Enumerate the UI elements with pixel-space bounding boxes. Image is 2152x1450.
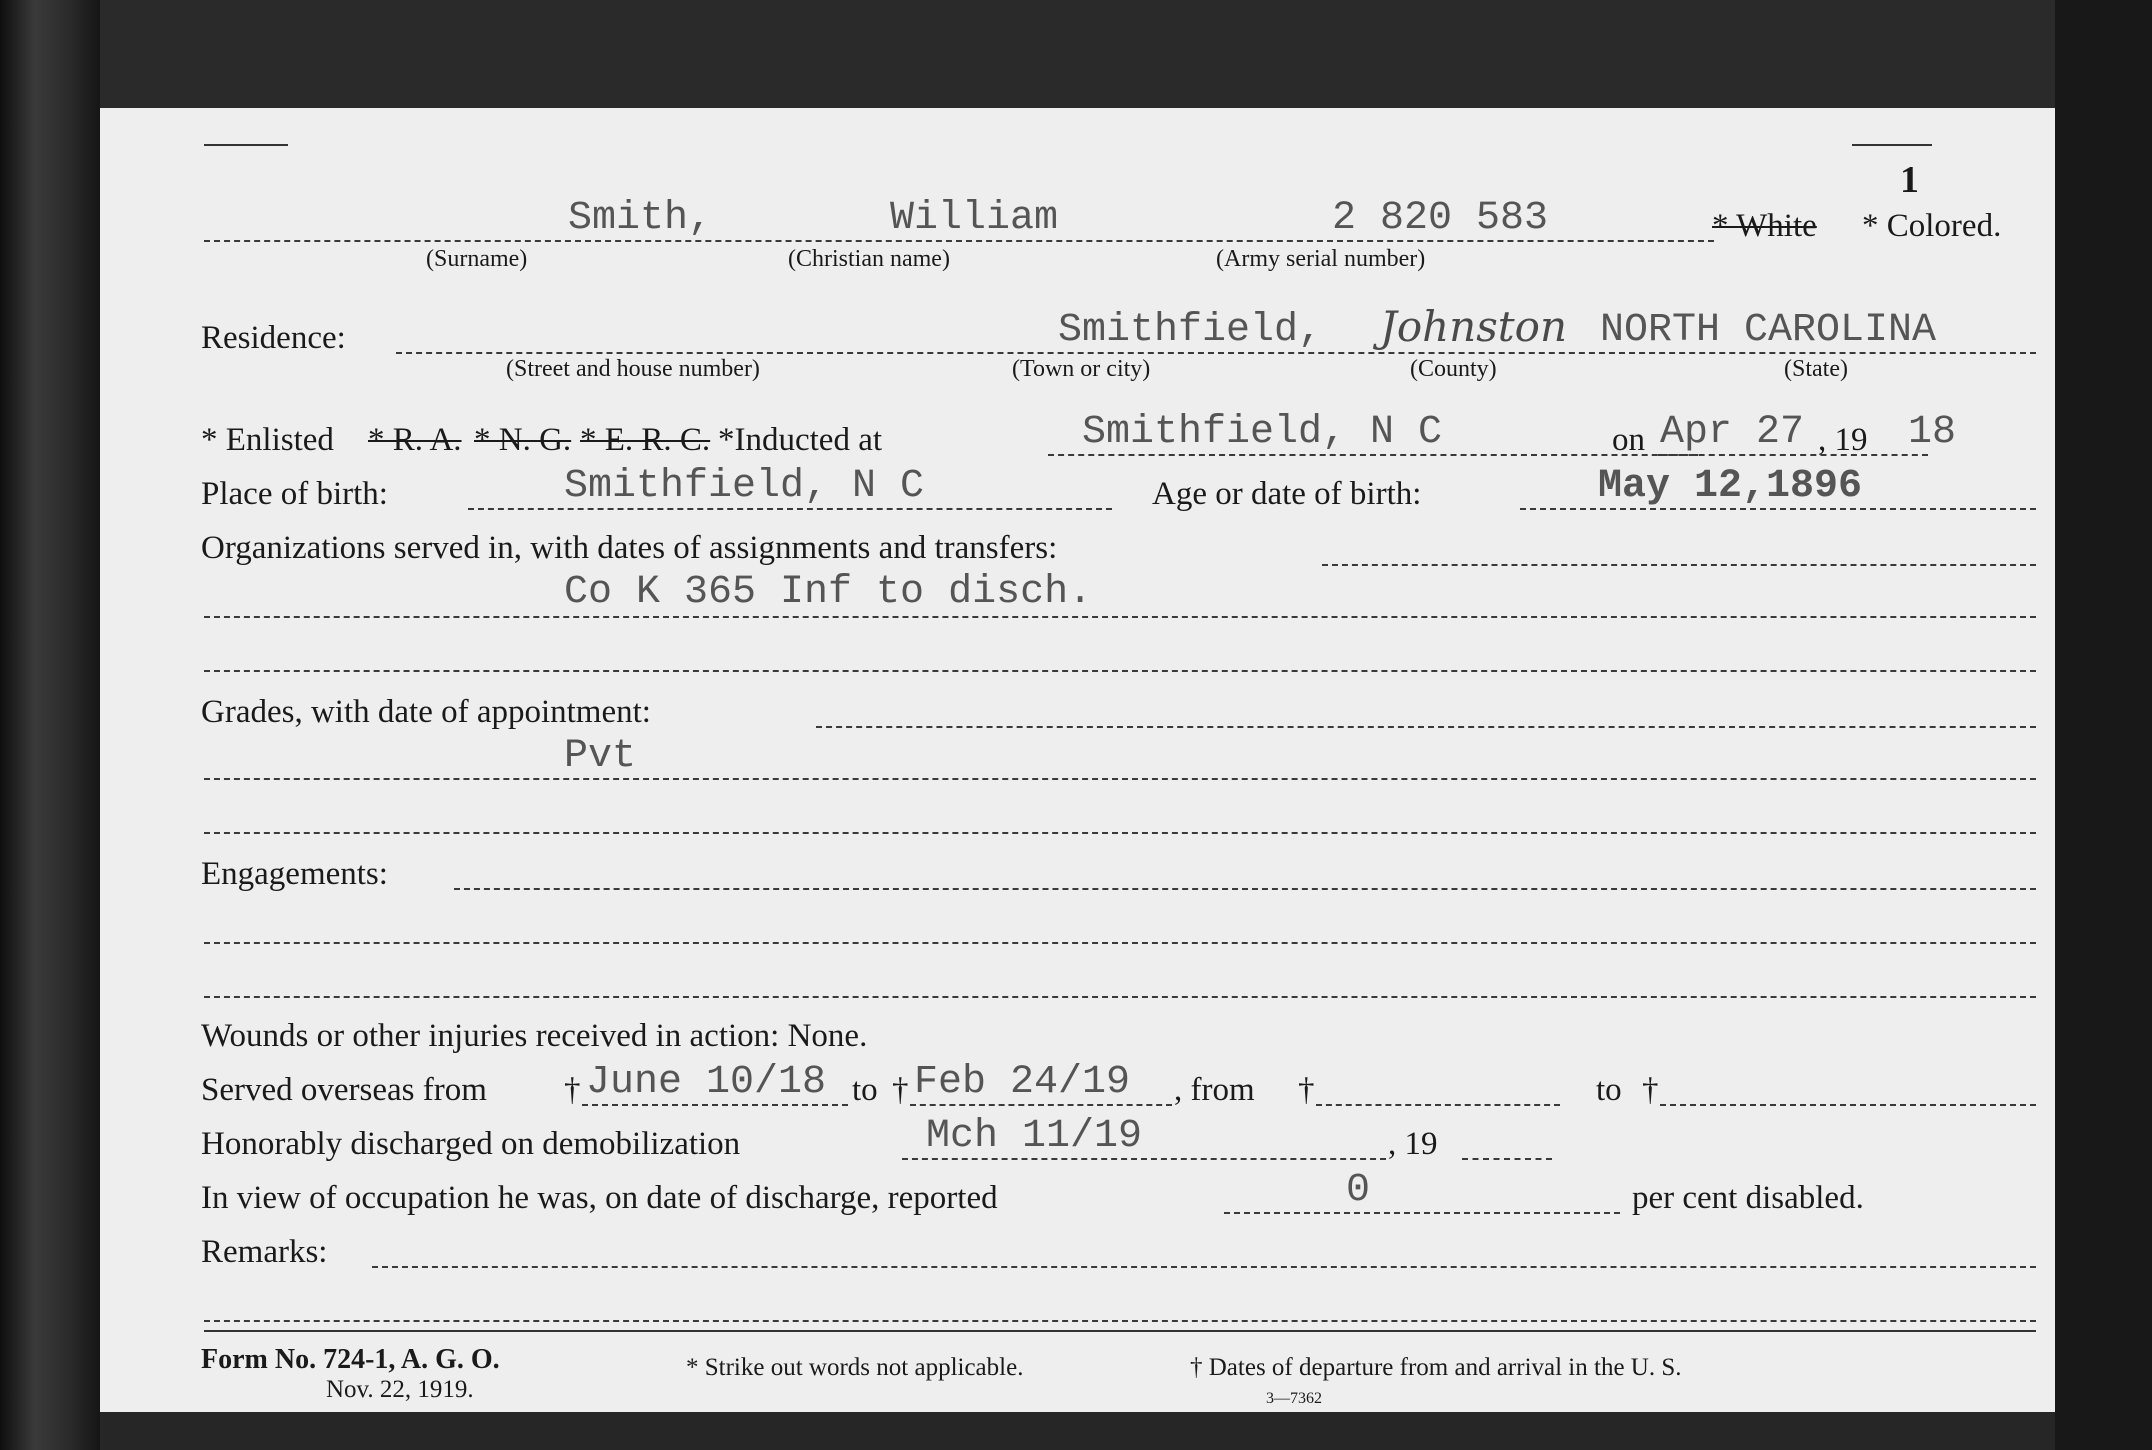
footer-rule [204,1330,2036,1332]
enlisted-label: * Enlisted [201,422,334,458]
service-record-card [100,108,2055,1412]
overseas-from2-label: , from [1174,1072,1255,1108]
county-caption: (County) [1410,356,1497,382]
strike-note: * Strike out words not applicable. [686,1354,1024,1381]
organizations-line-2 [204,616,2036,618]
scan-border-bottom [100,1412,2055,1450]
organizations-label: Organizations served in, with dates of assignments and transfers: [201,530,1058,566]
ra-label: * R. A. [368,422,462,458]
engagements-line-2 [204,942,2036,944]
inducted-place-value: Smithfield, N C [1082,410,1443,455]
disability-label: In view of occupation he was, on date of discharge, reported [201,1180,998,1216]
serial-number-caption: (Army serial number) [1216,246,1426,272]
corner-mark-right [1852,144,1932,146]
christian-name-caption: (Christian name) [788,246,950,272]
card-number: 1 [1900,159,1919,201]
discharge-date-value: Mch 11/19 [926,1114,1143,1159]
grades-line-2 [204,778,2036,780]
organizations-line-1 [1322,564,2036,566]
on-label: on [1612,422,1645,458]
race-white-label: * White [1712,208,1817,244]
inducted-label: *Inducted at [718,422,883,458]
state-caption: (State) [1784,356,1848,382]
organizations-line-3 [204,670,2036,672]
remarks-label: Remarks: [201,1234,328,1270]
organizations-value: Co K 365 Inf to disch. [564,570,1093,615]
town-caption: (Town or city) [1012,356,1151,382]
form-number: Form No. 724-1, A. G. O. [201,1344,500,1375]
engagements-line-1 [454,888,2036,890]
discharge-label: Honorably discharged on demobilization [201,1126,741,1162]
street-caption: (Street and house number) [506,356,760,382]
disability-suffix: per cent disabled. [1632,1180,1864,1216]
place-of-birth-label: Place of birth: [201,476,388,512]
overseas-from-value: June 10/18 [586,1060,827,1105]
discharge-year-prefix: , 19 [1388,1126,1438,1162]
race-colored-label: * Colored. [1862,208,2002,244]
grades-value: Pvt [564,734,637,779]
corner-mark-left [204,144,288,146]
overseas-to-label: to [852,1072,878,1108]
surname-caption: (Surname) [426,246,528,272]
scan-border-left [0,0,100,1450]
residence-label: Residence: [201,320,346,356]
inducted-year-value: 18 [1908,410,1957,455]
christian-name-value: William [890,196,1059,241]
date-of-birth-label: Age or date of birth: [1152,476,1422,512]
residence-town-value: Smithfield, [1058,308,1323,353]
erc-label: * E. R. C. [580,422,711,458]
scan-border-right [2055,0,2152,1450]
date-of-birth-value: May 12,1896 [1598,464,1863,509]
overseas-to-value: Feb 24/19 [914,1060,1131,1105]
disability-value: 0 [1346,1168,1371,1213]
print-code: 3—7362 [1266,1390,1322,1407]
remarks-line-2 [204,1320,2036,1322]
surname-value: Smith, [568,196,713,241]
residence-state-value: NORTH CAROLINA [1600,308,1937,353]
dagger-2: † [892,1072,909,1108]
form-date: Nov. 22, 1919. [326,1376,474,1403]
residence-county-value: Johnston [1380,302,1567,351]
dagger-4: † [1642,1072,1659,1108]
dagger-3: † [1298,1072,1315,1108]
inducted-date-value: Apr 27 [1660,410,1805,455]
grades-label: Grades, with date of appointment: [201,694,651,730]
engagements-line-3 [204,996,2036,998]
dagger-1: † [564,1072,581,1108]
discharge-year-line [1462,1158,1552,1160]
remarks-line-1 [372,1266,2036,1268]
wounds-text: Wounds or other injuries received in action: None. [201,1018,868,1054]
engagements-label: Engagements: [201,856,388,892]
ng-label: * N. G. [474,422,572,458]
dates-note: † Dates of departure from and arrival in the U. S. [1190,1354,1682,1381]
grades-line-3 [204,832,2036,834]
disability-line [1224,1212,1620,1214]
overseas-label: Served overseas from [201,1072,487,1108]
overseas-from2-line [1316,1104,1560,1106]
scan-border-top [100,0,2055,108]
place-of-birth-value: Smithfield, N C [564,464,925,509]
grades-line-1 [816,726,2036,728]
year-prefix: , 19 [1818,422,1868,458]
serial-number-value: 2 820 583 [1332,196,1549,241]
overseas-to2-label: to [1596,1072,1622,1108]
overseas-to2-line [1660,1104,2036,1106]
